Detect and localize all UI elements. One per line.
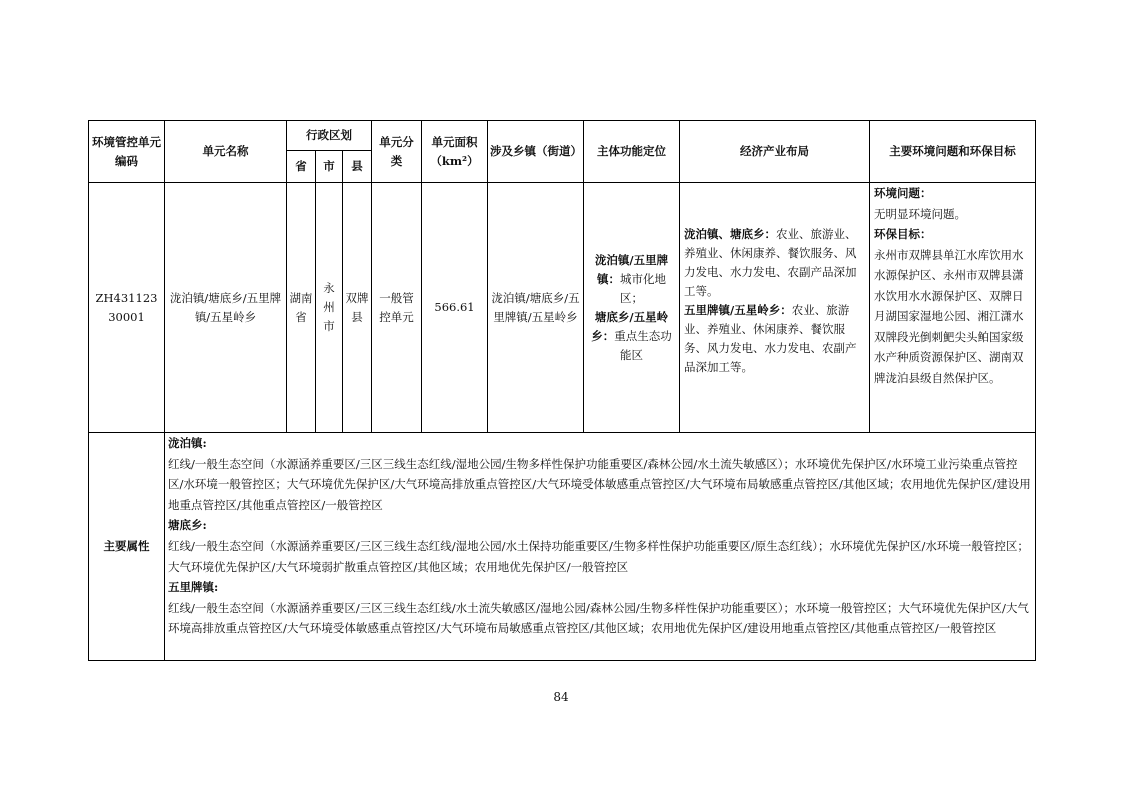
economy-value-1: 农业、旅游业、养殖业、休闲康养、餐饮服务、风力发电、水力发电、农副产品深加工等。	[684, 227, 857, 298]
attr-title-longbo: 泷泊镇:	[168, 436, 207, 450]
economy-value-2: 农业、旅游业、养殖业、休闲康养、餐饮服务、风力发电、水力发电、农副产品深加工等。	[684, 303, 857, 374]
header-economic-layout: 经济产业布局	[680, 121, 870, 183]
env-issue-value: 无明显环境问题。	[874, 206, 966, 221]
province-cell: 湖南省	[287, 183, 316, 433]
attr-text-longbo: 红线/一般生态空间（水源涵养重要区/三区三线生态红线/湿地公园/生物多样性保护功能重要区/森林公园/水土流失敏感区）；水环境优先保护区/水环境工业污染重点管控区/水环境一般管控区；大气环境优先保护区/大气环境高排放重点管控区/大气环境受体敏感重点管控区/大气环境布局敏感重点管控区/其他区域；农用地优先保护区/建设用地重点管控区/其他重点管控区/一般管控区	[168, 456, 1031, 512]
header-unit-area: 单元面积（km²）	[422, 121, 488, 183]
unit-code-line2: 30001	[108, 309, 145, 324]
function-title-1: 泷泊镇/五里牌镇：	[594, 252, 669, 286]
economy-title-1: 泷泊镇、塘底乡：	[684, 227, 776, 241]
env-goal-title: 环保目标：	[874, 227, 932, 241]
env-goal-value: 永州市双牌县单江水库饮用水水源保护区、永州市双牌县潇水饮用水水源保护区、双牌日月湖国家湿地公园、湘江潇水双牌段光倒刺䰾尖头鲌国家级水产种质资源保护区、湖南双牌泷泊县级自然保护区。	[874, 247, 1024, 385]
unit-area-cell: 566.61	[422, 183, 488, 433]
towns-cell: 泷泊镇/塘底乡/五里牌镇/五星岭乡	[488, 183, 584, 433]
header-towns: 涉及乡镇（街道）	[488, 121, 584, 183]
header-env-issues-goals: 主要环境问题和环保目标	[870, 121, 1036, 183]
function-title-2: 塘底乡/五星岭乡：	[591, 309, 669, 343]
env-issues-goals-cell	[870, 183, 1036, 433]
main-function-cell	[584, 183, 680, 433]
control-unit-table	[88, 120, 1036, 661]
header-main-function: 主体功能定位	[584, 121, 680, 183]
header-unit-name: 单元名称	[165, 121, 287, 183]
function-value-2: 重点生态功能区	[614, 328, 672, 362]
env-issue-title: 环境问题：	[874, 186, 932, 200]
page-number: 84	[553, 690, 569, 704]
unit-class-cell: 一般管控单元	[372, 183, 422, 433]
table-row	[89, 183, 1036, 433]
county-cell: 双牌县	[343, 183, 372, 433]
attr-text-tangdi: 红线/一般生态空间（水源涵养重要区/三区三线生态红线/湿地公园/水土保持功能重要区/生物多样性保护功能重要区/原生态红线）；水环境优先保护区/水环境一般管控区；大气环境优先保护区/大气环境弱扩散重点管控区/其他区域；农用地优先保护区/一般管控区	[168, 538, 1029, 574]
attr-text-wulipai: 红线/一般生态空间（水源涵养重要区/三区三线生态红线/水土流失敏感区/湿地公园/森林公园/生物多样性保护功能重要区）；水环境一般管控区；大气环境优先保护区/大气环境高排放重点管控区/大气环境受体敏感重点管控区/大气环境布局敏感重点管控区/其他区域；农用地优先保护区/建设用地重点管控区/其他重点管控区/一般管控区	[168, 600, 1029, 636]
attr-title-wulipai: 五里牌镇:	[168, 580, 219, 595]
header-province: 省	[287, 151, 316, 183]
header-city: 市	[316, 151, 343, 183]
economic-layout-cell	[680, 183, 870, 433]
header-unit-code: 环境管控单元编码	[89, 121, 165, 183]
header-admin-division: 行政区划	[287, 121, 372, 151]
header-unit-class: 单元分类	[372, 121, 422, 183]
city-cell: 永州市	[316, 183, 343, 433]
economy-title-2: 五里牌镇/五星岭乡：	[684, 303, 792, 317]
attributes-row	[89, 433, 1036, 661]
attributes-content	[165, 433, 1036, 661]
unit-code-cell	[89, 183, 165, 433]
function-value-1: 城市化地区；	[620, 271, 666, 305]
unit-name-cell: 泷泊镇/塘底乡/五里牌镇/五星岭乡	[165, 183, 287, 433]
header-county: 县	[343, 151, 372, 183]
unit-code-line1: ZH431123	[95, 290, 158, 305]
attr-title-tangdi: 塘底乡:	[168, 518, 207, 533]
attributes-label: 主要属性	[89, 433, 165, 661]
